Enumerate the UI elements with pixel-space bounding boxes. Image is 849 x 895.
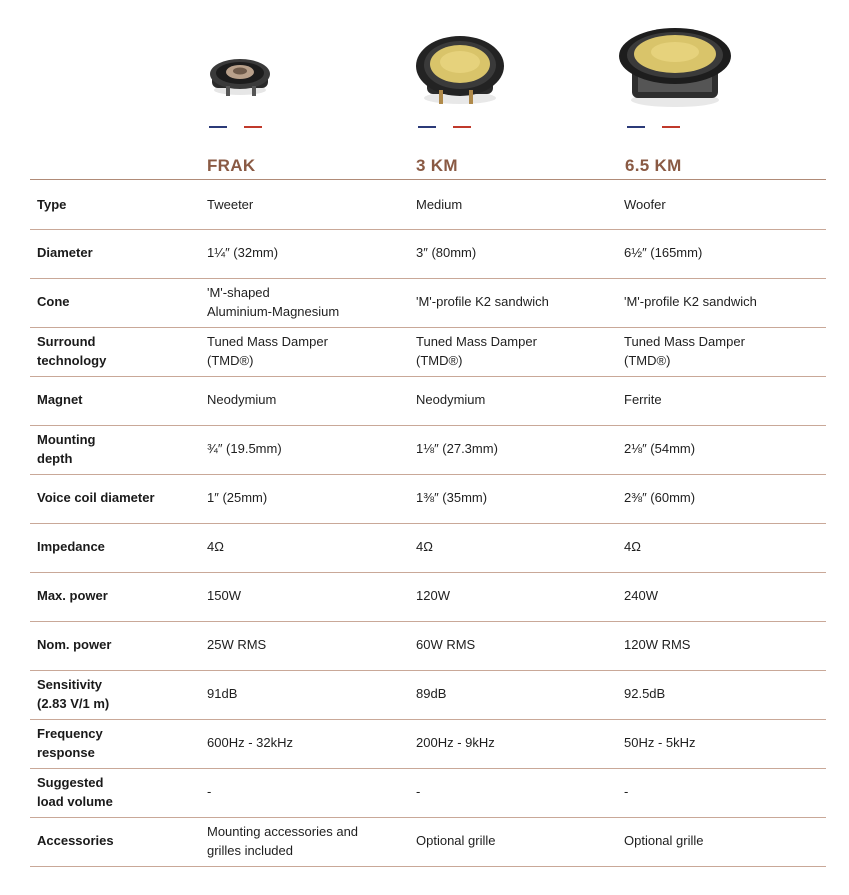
flag-blue bbox=[418, 126, 436, 128]
spec-value: 92.5dB bbox=[617, 670, 826, 719]
specs-table-body bbox=[30, 181, 826, 866]
spec-value: Optional grille bbox=[617, 817, 826, 866]
spec-value: 'M'-profile K2 sandwich bbox=[617, 278, 826, 327]
spec-value: 4Ω bbox=[409, 523, 617, 572]
spec-value: 600Hz - 32kHz bbox=[200, 719, 409, 768]
flag-blue bbox=[209, 126, 227, 128]
spec-value: Tuned Mass Damper (TMD®) bbox=[409, 327, 617, 376]
spec-value: 89dB bbox=[409, 670, 617, 719]
spec-value: Medium bbox=[409, 181, 617, 229]
medium-speaker-image bbox=[409, 0, 519, 115]
specs-table bbox=[30, 181, 826, 867]
spec-row bbox=[30, 376, 826, 425]
spec-label: Diameter bbox=[30, 229, 200, 278]
spec-row bbox=[30, 768, 826, 817]
spec-value: 1¼″ (32mm) bbox=[200, 229, 409, 278]
spec-label: Impedance bbox=[30, 523, 200, 572]
product-header bbox=[0, 0, 849, 180]
spec-label: Sensitivity (2.83 V/1 m) bbox=[30, 670, 200, 719]
spec-label: Nom. power bbox=[30, 621, 200, 670]
product-name-3km: 3 KM bbox=[416, 156, 458, 175]
spec-label: Cone bbox=[30, 278, 200, 327]
product-name-frak: FRAK bbox=[207, 156, 256, 175]
spec-value: 50Hz - 5kHz bbox=[617, 719, 826, 768]
spec-value: 'M'-shaped Aluminium-Magnesium bbox=[200, 278, 409, 327]
spec-value: Tuned Mass Damper (TMD®) bbox=[617, 327, 826, 376]
spec-row bbox=[30, 425, 826, 474]
spec-value: 150W bbox=[200, 572, 409, 621]
spec-row bbox=[30, 670, 826, 719]
spec-value: 2⅛″ (54mm) bbox=[617, 425, 826, 474]
spec-label: Frequency response bbox=[30, 719, 200, 768]
tweeter-speaker-image bbox=[200, 0, 290, 110]
spec-row bbox=[30, 327, 826, 376]
spec-row bbox=[30, 523, 826, 572]
spec-value: Ferrite bbox=[617, 376, 826, 425]
spec-value: - bbox=[617, 768, 826, 817]
spec-value: - bbox=[200, 768, 409, 817]
spec-value: Tweeter bbox=[200, 181, 409, 229]
spec-value: 1⅜″ (35mm) bbox=[409, 474, 617, 523]
spec-row bbox=[30, 572, 826, 621]
spec-value: Neodymium bbox=[409, 376, 617, 425]
spec-label: Accessories bbox=[30, 817, 200, 866]
header-divider bbox=[30, 179, 826, 180]
spec-value: Mounting accessories and grilles included bbox=[200, 817, 409, 866]
spec-label: Max. power bbox=[30, 572, 200, 621]
spec-value: 60W RMS bbox=[409, 621, 617, 670]
spec-row bbox=[30, 229, 826, 278]
spec-value: 120W bbox=[409, 572, 617, 621]
spec-row bbox=[30, 181, 826, 229]
spec-value: Woofer bbox=[617, 181, 826, 229]
woofer-speaker-image bbox=[618, 0, 748, 120]
spec-row bbox=[30, 719, 826, 768]
spec-label: Mounting depth bbox=[30, 425, 200, 474]
spec-label: Voice coil diameter bbox=[30, 474, 200, 523]
spec-value: 120W RMS bbox=[617, 621, 826, 670]
spec-value: 1⅛″ (27.3mm) bbox=[409, 425, 617, 474]
flag-blue bbox=[627, 126, 645, 128]
spec-label: Suggested load volume bbox=[30, 768, 200, 817]
spec-value: - bbox=[409, 768, 617, 817]
flag-red bbox=[662, 126, 680, 128]
spec-label: Magnet bbox=[30, 376, 200, 425]
spec-value: Optional grille bbox=[409, 817, 617, 866]
flag-red bbox=[453, 126, 471, 128]
spec-value: 3″ (80mm) bbox=[409, 229, 617, 278]
spec-value: 2⅜″ (60mm) bbox=[617, 474, 826, 523]
spec-value: 'M'-profile K2 sandwich bbox=[409, 278, 617, 327]
spec-value: ¾″ (19.5mm) bbox=[200, 425, 409, 474]
product-frak bbox=[200, 0, 400, 180]
spec-value: 25W RMS bbox=[200, 621, 409, 670]
spec-label: Type bbox=[30, 181, 200, 229]
spec-value: 200Hz - 9kHz bbox=[409, 719, 617, 768]
product-65km bbox=[618, 0, 818, 180]
spec-value: 4Ω bbox=[200, 523, 409, 572]
product-name-65km: 6.5 KM bbox=[625, 156, 682, 175]
spec-row bbox=[30, 474, 826, 523]
spec-value: 91dB bbox=[200, 670, 409, 719]
spec-value: 1″ (25mm) bbox=[200, 474, 409, 523]
product-3km bbox=[409, 0, 609, 180]
spec-value: 240W bbox=[617, 572, 826, 621]
spec-label: Surround technology bbox=[30, 327, 200, 376]
spec-value: Neodymium bbox=[200, 376, 409, 425]
spec-value: 4Ω bbox=[617, 523, 826, 572]
spec-value: Tuned Mass Damper (TMD®) bbox=[200, 327, 409, 376]
spec-value: 6½″ (165mm) bbox=[617, 229, 826, 278]
spec-row bbox=[30, 621, 826, 670]
spec-row bbox=[30, 817, 826, 866]
flag-red bbox=[244, 126, 262, 128]
spec-row bbox=[30, 278, 826, 327]
